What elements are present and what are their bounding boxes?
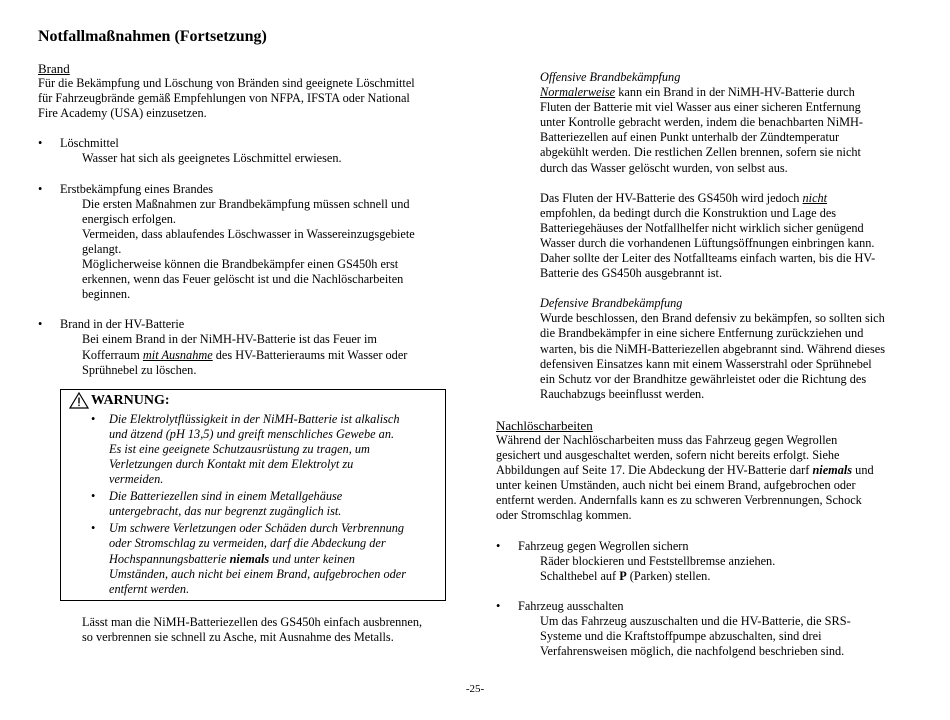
bullet-title: Fahrzeug ausschalten (518, 598, 624, 613)
text-line: Die Batteriezellen sind in einem Metallgehäuse (109, 489, 343, 504)
emphasis-text: Normalerweise (540, 85, 616, 100)
bullet-dot: • (91, 521, 96, 536)
text-line: Es ist eine geeignete Schutzausrüstung zu tragen, um (109, 441, 370, 456)
text-line: defensiven Einsatzes kann mit einem Wasserstrahl oder Sprühnebel (540, 356, 872, 371)
text-line: Systeme und die Kraftstoffpumpe abzuschalten, sind drei (540, 629, 822, 643)
warning-item (69, 412, 437, 487)
text-line: Batterie des GS450h ausgebrannt ist. (540, 266, 723, 281)
text-line: Daher sollte der Leiter des Notfallteams einfach warten, bis die HV- (540, 251, 876, 266)
brand-intro (38, 76, 456, 121)
text-line: Verfahrensweisen möglich, die nachfolgend beschrieben sind. (540, 644, 845, 659)
text-line-mixed (540, 191, 916, 206)
after-warning-text (38, 615, 456, 645)
warning-triangle-icon (69, 392, 89, 409)
text-line: Die ersten Maßnahmen zur Brandbekämpfung müssen schnell und (82, 196, 410, 211)
bullet-dot: • (38, 317, 43, 332)
text-line: untergebracht, das nur begrenzt zugänglich ist. (109, 504, 342, 519)
text-line: unter keinen Umständen, auch nicht bei einem Brand, aufgebrochen oder (496, 478, 856, 493)
text-line: entfernt werden. Andernfalls kann es zu schweren Verbrennungen, Schock (496, 493, 862, 508)
text-line: Für die Bekämpfung und Löschung von Bränden sind geeignete Löschmittel (38, 76, 415, 91)
text-run: (Parken) stellen. (626, 568, 711, 583)
text-line: gelangt. (82, 241, 122, 256)
text-line: Um schwere Verletzungen oder Schäden durch Verbrennung (109, 521, 405, 536)
warning-header (69, 392, 437, 410)
bullet-title: Löschmittel (60, 136, 119, 151)
bullet-dot: • (496, 538, 501, 553)
bullet-title: Erstbekämpfung eines Brandes (60, 181, 213, 196)
warning-item (69, 521, 437, 596)
text-line: Vermeiden, dass ablaufendes Löschwasser in Wassereinzugsgebiete (82, 226, 415, 241)
subheading-defensive: Defensive Brandbekämpfung (540, 296, 683, 311)
text-line: erkennen, wenn das Feuer gelöscht ist und die Nachlöscharbeiten (82, 272, 404, 287)
page-number: -25- (465, 683, 485, 695)
text-line: und ätzend (pH 13,5) und greift menschliches Gewebe an. (109, 426, 395, 441)
text-line: Wasser hat sich als geeignetes Löschmittel erwiesen. (82, 151, 342, 166)
bullet-loeschmittel (38, 136, 456, 166)
text-line: Räder blockieren und Feststellbremse anziehen. (540, 553, 776, 568)
bullet-dot: • (496, 598, 501, 613)
page-title: Notfallmaßnahmen (Fortsetzung) (38, 28, 267, 45)
bullet-dot: • (38, 181, 43, 196)
text-run: kann ein Brand in der NiMH-HV-Batterie durch (615, 85, 855, 100)
defensive-section (496, 296, 916, 402)
bullet-dot: • (91, 489, 96, 504)
text-run: Hochspannungsbatterie (109, 551, 230, 566)
emphasis-text: mit Ausnahme (142, 347, 213, 362)
offensive-section (496, 70, 916, 176)
emphasis-text: nicht (802, 190, 828, 205)
section-heading-nachloescharbeiten: Nachlöscharbeiten (496, 417, 593, 433)
text-line: warten, bis die NiMH-Batteriezellen abgebrannt sind. Während dieses (540, 341, 885, 356)
emphasis-text: niemals (229, 551, 270, 566)
bullet-title: Fahrzeug gegen Wegrollen sichern (518, 538, 689, 553)
text-line: Fluten der Batterie mit viel Wasser aus einer sicheren Entfernung (540, 100, 861, 115)
text-line: empfohlen, da bedingt durch die Konstruktion und Lage des (540, 205, 837, 220)
text-line: Lässt man die NiMH-Batteriezellen des GS450h einfach ausbrennen, (82, 614, 423, 629)
text-line: Rauchabzugs beeinflusst werden. (540, 386, 705, 401)
text-line: so verbrennen sie schnell zu Asche, mit Ausnahme des Metalls. (82, 629, 394, 644)
text-line: energisch erfolgen. (82, 211, 177, 226)
text-line: Umständen, auch nicht bei einem Brand, aufgebrochen oder (109, 566, 406, 581)
text-line: Batteriegehäuses der Notfallhelfer nicht wirklich sicher genügend (540, 220, 864, 235)
nachloesch-text (496, 433, 916, 524)
right-column (496, 70, 916, 659)
text-run: Das Fluten der HV-Batterie des GS450h wird jedoch (540, 190, 803, 205)
text-run: Schalthebel auf (540, 568, 620, 583)
text-line: oder Stromschlag zu vermeiden, darf die Abdeckung der (109, 536, 386, 551)
warning-box (60, 389, 446, 601)
text-line: Verletzungen durch Kontakt mit dem Elektrolyt zu (109, 456, 354, 471)
text-line-mixed (82, 348, 456, 363)
text-line: für Fahrzeugbrände gemäß Empfehlungen von NFPA, IFSTA oder National (38, 91, 410, 106)
subheading-offensive: Offensive Brandbekämpfung (540, 70, 681, 84)
text-line: Um das Fahrzeug auszuschalten und die HV-Batterie, die SRS- (540, 613, 851, 628)
text-line: durch das Wasser gelöscht wurden, von selbst aus. (540, 160, 788, 175)
text-run: und unter keinen (269, 551, 355, 566)
text-line: abgekühlt werden. Die restlichen Zellen brennen, sofern sie nicht (540, 145, 861, 160)
bullet-hv-batterie (38, 317, 456, 377)
text-line: Sprühnebel zu löschen. (82, 362, 197, 377)
text-line: Während der Nachlöscharbeiten muss das Fahrzeug gegen Wegrollen (496, 432, 838, 447)
text-line: entfernt werden. (109, 581, 190, 596)
warning-item (69, 489, 437, 519)
text-run: Kofferraum (82, 347, 143, 362)
warning-title: WARNUNG: (91, 392, 170, 408)
bullet-title: Brand in der HV-Batterie (60, 317, 185, 332)
flood-section (496, 191, 916, 282)
bullet-erstbekaempfung (38, 182, 456, 303)
text-line-mixed (540, 85, 916, 100)
text-line: oder Stromschlag kommen. (496, 508, 632, 523)
bullet-dot: • (38, 136, 43, 151)
text-line: Wurde beschlossen, den Brand defensiv zu bekämpfen, so sollten sich (540, 311, 885, 326)
text-line: ein Schutz vor der Brandhitze gewährleistet oder die Richtung des (540, 371, 867, 386)
text-line: Bei einem Brand in der NiMH-HV-Batterie ist das Feuer im (82, 332, 377, 347)
text-line: gesichert und ausgeschaltet werden, sofern nicht bereits erfolgt. Siehe (496, 448, 840, 463)
text-line: Die Elektrolytflüssigkeit in der NiMH-Batterie ist alkalisch (109, 411, 400, 426)
text-line: Batteriezellen auf einen Punkt unterhalb der Zündtemperatur (540, 130, 840, 145)
bullet-ausschalten (496, 599, 916, 659)
left-column (38, 61, 456, 645)
text-line-mixed (496, 463, 916, 478)
text-run: und (852, 463, 874, 478)
text-line-mixed (109, 552, 437, 567)
text-line: Fire Academy (USA) einzusetzen. (38, 106, 207, 121)
bullet-dot: • (91, 411, 96, 426)
emphasis-text: niemals (812, 463, 853, 478)
text-line: unter Kontrolle gebracht werden, indem die benachbarten NiMH- (540, 115, 864, 130)
section-heading-brand: Brand (38, 61, 70, 76)
emphasis-text: P (619, 568, 627, 583)
text-line-mixed (540, 569, 916, 584)
text-line: beginnen. (82, 287, 131, 302)
text-run: Abbildungen auf Seite 17. Die Abdeckung der HV-Batterie darf (496, 463, 813, 478)
bullet-wegrollen (496, 539, 916, 584)
text-line: Möglicherweise können die Brandbekämpfer einen GS450h erst (82, 257, 399, 272)
text-line: die Brandbekämpfer in eine sichere Entfernung zurückziehen und (540, 326, 864, 341)
text-line: Wasser durch die vorhandenen Lüftungsöffnungen einbringen kann. (540, 235, 875, 250)
text-run: des HV-Batterieraums mit Wasser oder (212, 347, 408, 362)
text-line: vermeiden. (109, 472, 164, 487)
